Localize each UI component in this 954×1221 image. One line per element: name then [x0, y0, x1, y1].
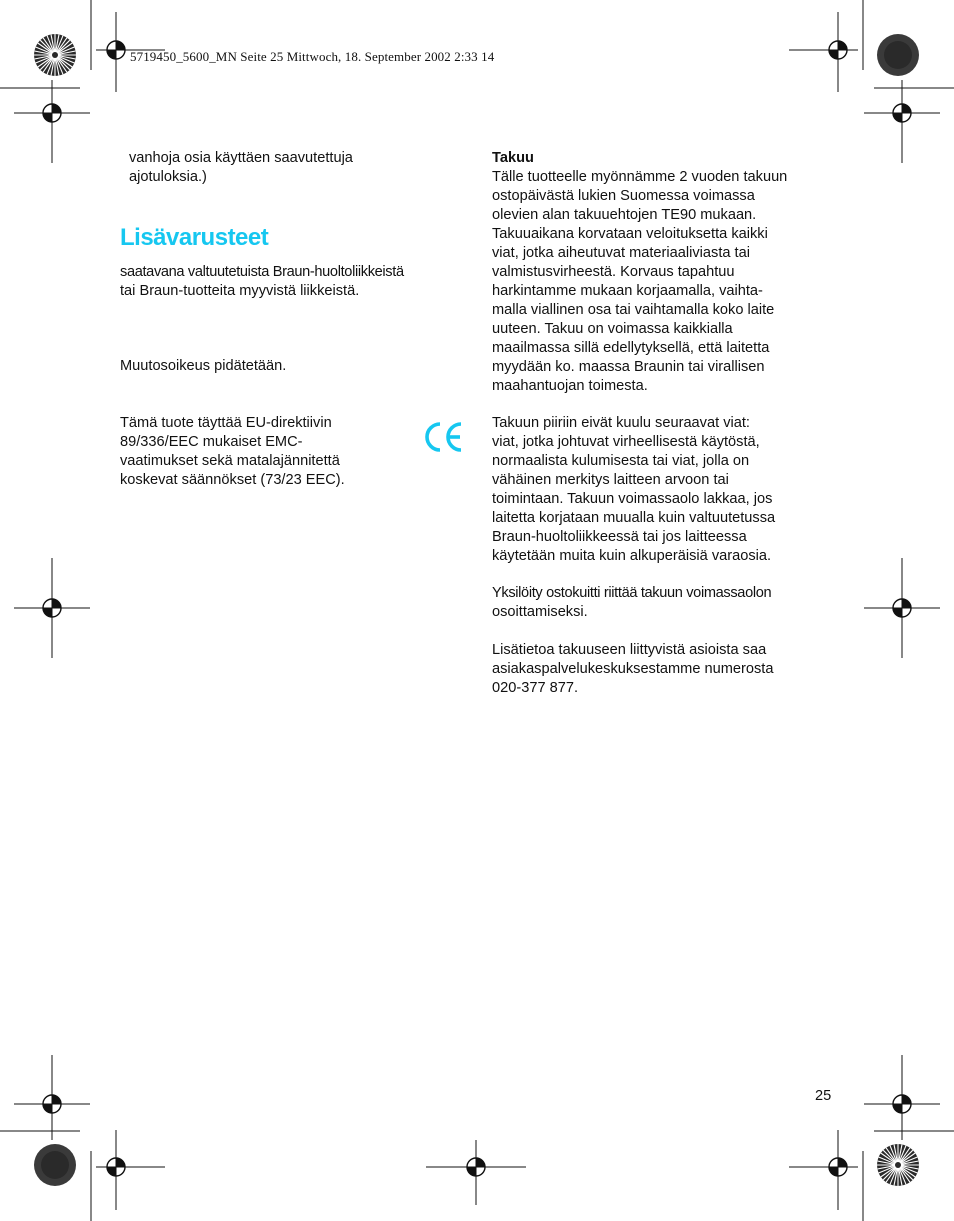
exclusion-line: vähäinen merkitys laitteen arvoon tai [492, 472, 729, 488]
warranty-line: olevien alan takuuehtojen TE90 mukaan. [492, 207, 757, 223]
ce-mark-icon [422, 420, 464, 454]
warranty-line: maailmassa sillä edellytyksellä, että laitetta [492, 340, 770, 356]
warranty-line: Tälle tuotteelle myönnämme 2 vuoden takuun [492, 169, 788, 185]
page-number: 25 [815, 1088, 832, 1104]
warranty-line: malla viallinen osa tai vaihtamalla koko laite [492, 302, 775, 318]
eu-compliance-paragraph [120, 414, 410, 490]
exclusion-line: käytetään muita kuin alkuperäisiä varaosia. [492, 548, 772, 564]
accessories-paragraph [120, 263, 470, 301]
paragraph-line: vaatimukset sekä matalajännitettä [120, 453, 340, 469]
paragraph-line: tai Braun-tuotteita myyvistä liikkeistä. [120, 283, 360, 299]
exclusion-line: normaalista kulumisesta tai viat, jolla on [492, 453, 750, 469]
warranty-title: Takuu [492, 150, 534, 166]
warranty-line: myydään ko. maassa Braunin tai virallisen [492, 359, 765, 375]
warranty-line: valmistusvirheestä. Korvaus tapahtuu [492, 264, 735, 280]
continuation-text [120, 149, 474, 187]
print-slug: 5719450_5600_MN Seite 25 Mittwoch, 18. September 2002 2:33 14 [130, 49, 495, 64]
exclusion-line: Braun-huoltoliikkeessä tai jos laitteessa [492, 529, 747, 545]
receipt-note [492, 584, 842, 622]
rights-reserved [120, 357, 470, 376]
paragraph-line: Tämä tuote täyttää EU-direktiivin [120, 415, 332, 431]
warranty-line: maahantuojan toimesta. [492, 378, 648, 394]
receipt-line: osoittamiseksi. [492, 604, 588, 620]
contact-info [492, 641, 842, 698]
warranty-line: Takuuaikana korvataan veloituksetta kaikki [492, 226, 768, 242]
exclusion-line: laitetta korjataan muualla kuin valtuutetussa [492, 510, 776, 526]
accessories-heading: Lisävarusteet [120, 224, 269, 251]
paragraph-line: koskevat säännökset (73/23 EEC). [120, 472, 345, 488]
continuation-line: vanhoja osia käyttäen saavutettuja [129, 150, 353, 166]
paragraph-line: 89/336/EEC mukaiset EMC- [120, 434, 303, 450]
contact-phone: 020-377 877. [492, 680, 579, 696]
warranty-line: ostopäivästä lukien Suomessa voimassa [492, 188, 755, 204]
exclusion-line: viat, jotka johtuvat virheellisestä käytöstä, [492, 434, 760, 450]
paragraph-line: Muutosoikeus pidätetään. [120, 358, 287, 374]
warranty-exclusions [492, 414, 842, 566]
contact-line: Lisätietoa takuuseen liittyvistä asioista saa [492, 642, 767, 658]
warranty-line: uuteen. Takuu on voimassa kaikkialla [492, 321, 733, 337]
continuation-line: ajotuloksia.) [129, 169, 207, 185]
contact-line: asiakaspalvelukeskuksestamme numerosta [492, 661, 774, 677]
warranty-section [492, 149, 842, 396]
paragraph-line: saatavana valtuutetuista Braun-huoltoliikkeistä [120, 264, 404, 280]
warranty-line: harkintamme mukaan korjaamalla, vaihta- [492, 283, 763, 299]
exclusion-line: Takuun piiriin eivät kuulu seuraavat viat: [492, 415, 750, 431]
receipt-line: Yksilöity ostokuitti riittää takuun voimassaolon [492, 585, 772, 601]
warranty-line: viat, jotka aiheutuvat materiaaliviasta tai [492, 245, 750, 261]
exclusion-line: toimintaan. Takuun voimassaolo lakkaa, jos [492, 491, 773, 507]
